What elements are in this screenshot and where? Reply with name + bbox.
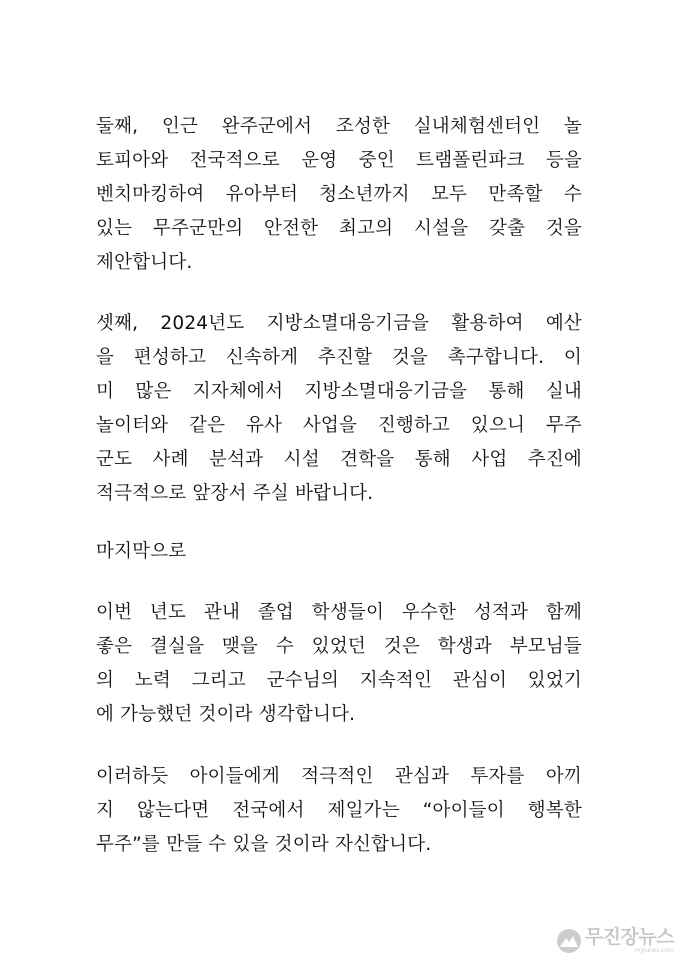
text-line: 이러하듯 아이들에게 적극적인 관심과 투자를 아끼 [96,766,582,787]
text-line: 지 않는다면 전국에서 제일가는 “아이들이 행복한 [96,800,582,821]
paragraph-graduates [96,596,582,732]
text-line: 에 가능했던 것이라 생각합니다. [96,704,356,725]
paragraph-closing-heading [96,535,582,569]
text-line: 이번 년도 관내 졸업 학생들이 우수한 성적과 함께 [96,602,582,623]
text-line: 놀이터와 같은 유사 사업을 진행하고 있으니 무주 [96,415,582,436]
text-line: 미 많은 지자체에서 지방소멸대응기금을 통해 실내 [96,381,582,402]
news-watermark [556,928,674,954]
text-line: 의 노력 그리고 군수님의 지속적인 관심이 있었기 [96,670,582,691]
paragraph-conclusion [96,760,582,862]
text-line: 제안합니다. [96,252,193,273]
text-line: 군도 사례 분석과 시설 견학을 통해 사업 추진에 [96,449,582,470]
text-line: 있는 무주군만의 안전한 최고의 시설을 갖출 것을 [96,218,582,239]
paragraph-second-proposal [96,110,582,280]
text-line: 둘째, 인근 완주군에서 조성한 실내체험센터인 놀 [96,116,582,137]
section-heading: 마지막으로 [96,541,187,562]
text-line: 셋째, 2024년도 지방소멸대응기금을 활용하여 예산 [96,313,582,334]
text-line: 좋은 결실을 맺을 수 있었던 것은 학생과 부모님들 [96,636,582,657]
text-line: 적극적으로 앞장서 주실 바랍니다. [96,483,374,504]
text-line: 을 편성하고 신속하게 추진할 것을 촉구합니다. 이 [96,347,582,368]
text-line: 토피아와 전국적으로 운영 중인 트램폴린파크 등을 [96,150,582,171]
watermark-text: 무진장뉴스 [584,926,674,948]
text-line: 벤치마킹하여 유아부터 청소년까지 모두 만족할 수 [96,184,582,205]
mountain-logo-icon [556,928,582,954]
watermark-subtext: mjjnews.com [634,947,674,954]
paragraph-third-proposal [96,307,582,511]
text-line: 무주”를 만들 수 있을 것이라 자신합니다. [96,834,432,855]
